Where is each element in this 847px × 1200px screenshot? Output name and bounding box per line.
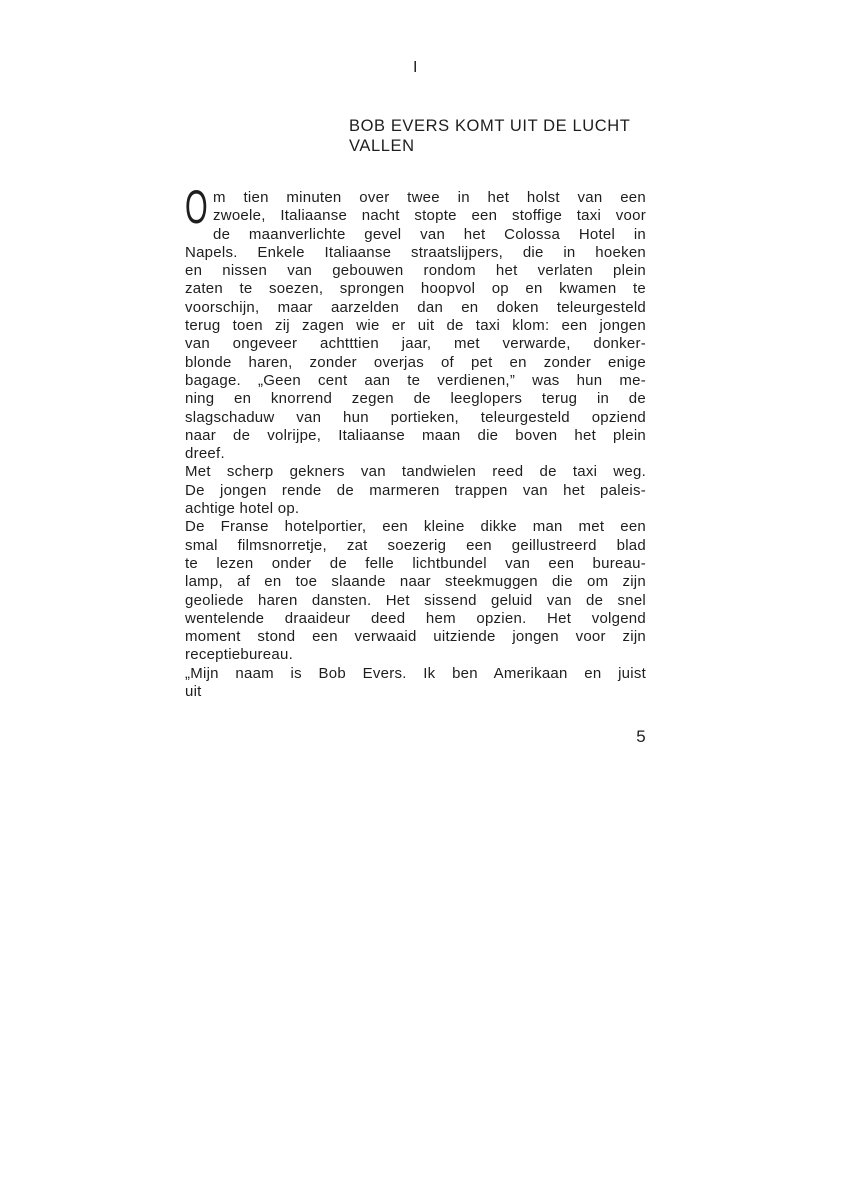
- text-line: te lezen onder de felle lichtbundel van een bureau-: [185, 554, 646, 572]
- text-line: achtige hotel op.: [185, 500, 300, 518]
- text-line: blonde haren, zonder overjas of pet en zonder enige: [185, 353, 646, 371]
- text-line: smal filmsnorretje, zat soezerig een geillustreerd blad: [185, 536, 646, 554]
- text-line: dreef.: [185, 445, 225, 463]
- chapter-title-line: VALLEN: [349, 137, 415, 155]
- text-line: „Mijn naam is Bob Evers. Ik ben Amerikaan en juist: [185, 664, 646, 682]
- text-line: en nissen van gebouwen rondom het verlaten plein: [185, 262, 646, 280]
- chapter-title-line: BOB EVERS KOMT UIT DE LUCHT: [349, 117, 631, 135]
- text-line: wentelende draaideur deed hem opzien. Het volgend: [185, 609, 646, 627]
- text-line: terug toen zij zagen wie er uit de taxi klom: een jongen: [185, 317, 646, 335]
- text-line: geoliede haren dansten. Het sissend geluid van de snel: [185, 591, 646, 609]
- paragraph: [185, 463, 646, 518]
- drop-cap: O: [185, 180, 208, 233]
- text-line: Met scherp gekners van tandwielen reed de taxi weg.: [185, 463, 646, 481]
- text-line: naar de volrijpe, Italiaanse maan die boven het plein: [185, 426, 646, 444]
- paragraph: [185, 665, 646, 702]
- text-line: van ongeveer achtttien jaar, met verwarde, donker-: [185, 335, 646, 353]
- text-line: De Franse hotelportier, een kleine dikke man met een: [185, 518, 646, 536]
- text-line: m tien minuten over twee in het holst van een: [213, 189, 646, 206]
- paragraph: [185, 180, 646, 463]
- text-line: Napels. Enkele Italiaanse straatslijpers, die in hoeken: [185, 243, 646, 261]
- text-line: zwoele, Italiaanse nacht stopte een stoffige taxi voor: [213, 207, 646, 225]
- text-block: [185, 59, 646, 747]
- body-text: [185, 180, 646, 701]
- text-line: lamp, af en toe slaande naar steekmuggen die om zijn: [185, 573, 646, 591]
- text-line: zaten te soezen, sprongen hoopvol op en kwamen te: [185, 280, 646, 298]
- text-line: receptiebureau.: [185, 646, 293, 664]
- text-line: ning en knorrend zegen de leeglopers terug in de: [185, 390, 646, 408]
- page-number: 5: [636, 727, 646, 747]
- text-line: moment stond een verwaaid uitziende jongen voor zijn: [185, 628, 646, 646]
- text-line: de maanverlichte gevel van het Colossa Hotel in: [213, 225, 646, 243]
- chapter-number: I: [413, 59, 418, 76]
- text-line: De jongen rende de marmeren trappen van het paleis-: [185, 481, 646, 499]
- text-line: voorschijn, maar aarzelden dan en doken teleurgesteld: [185, 298, 646, 316]
- chapter-title: [349, 116, 646, 156]
- paragraph: [185, 518, 646, 664]
- text-line: uit: [185, 683, 202, 701]
- text-line: slagschaduw van hun portieken, teleurgesteld opziend: [185, 408, 646, 426]
- text-line: bagage. „Geen cent aan te verdienen,” was hun me-: [185, 371, 646, 389]
